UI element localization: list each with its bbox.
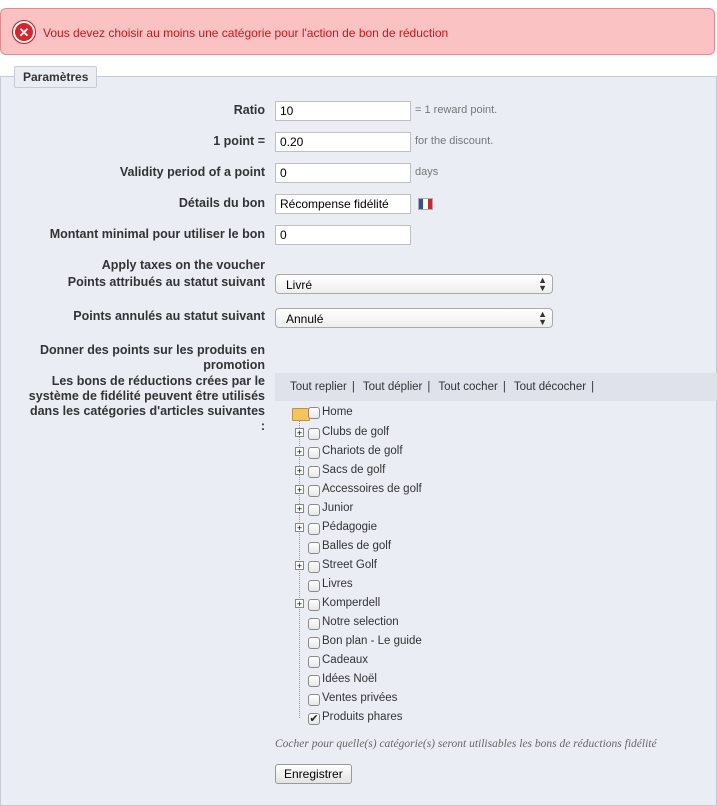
error-x-icon: ✕ — [13, 21, 35, 43]
voucher-details-input[interactable] — [275, 194, 411, 214]
expand-toggle-icon[interactable]: + — [296, 485, 303, 495]
point-value-label: 1 point = — [213, 134, 265, 148]
categories-label-line4: : — [260, 419, 265, 433]
point-value-input[interactable] — [275, 132, 411, 152]
ratio-input[interactable] — [275, 101, 411, 121]
ratio-label: Ratio — [233, 103, 265, 117]
category-label: Livres — [322, 578, 353, 590]
tree-toolbar: Tout replier | Tout déplier | Tout cocher | Tout décocher | — [275, 373, 717, 401]
points-cancelled-label: Points annulés au statut suivant — [73, 309, 265, 323]
expand-toggle-icon[interactable]: + — [296, 599, 303, 609]
save-button[interactable]: Enregistrer — [275, 764, 352, 784]
category-checkbox[interactable]: ✔ — [309, 713, 319, 725]
category-checkbox[interactable] — [308, 485, 320, 497]
category-label: Sacs de golf — [322, 464, 386, 476]
category-label: Junior — [322, 502, 354, 514]
expand-toggle-icon[interactable]: + — [296, 428, 303, 438]
category-label: Komperdell — [322, 597, 381, 609]
category-checkbox[interactable] — [308, 447, 320, 459]
category-checkbox[interactable] — [308, 618, 320, 630]
expand-toggle-icon[interactable]: + — [296, 466, 303, 476]
point-value-hint: for the discount. — [415, 135, 494, 147]
category-checkbox[interactable] — [308, 466, 320, 478]
category-checkbox[interactable] — [308, 599, 320, 611]
expand-toggle-icon[interactable]: + — [296, 504, 303, 514]
category-checkbox[interactable] — [308, 523, 320, 535]
categories-label — [29, 374, 265, 434]
category-checkbox[interactable] — [308, 580, 320, 592]
error-banner — [0, 8, 715, 55]
categories-label-line3: dans les catégories d'articles suivantes — [29, 404, 265, 418]
validity-input[interactable] — [275, 163, 411, 183]
fieldset-legend: Paramètres — [14, 66, 97, 88]
category-label: Chariots de golf — [322, 445, 403, 457]
expand-toggle-icon[interactable]: + — [296, 447, 303, 457]
select-arrows-icon: ▲ ▼ — [538, 309, 547, 327]
uncheck-all-link[interactable]: Tout décocher — [513, 381, 587, 393]
promo-products-label-line1: Donner des points sur les produits en — [39, 343, 265, 357]
categories-label-line2: système de fidélité peuvent être utilisés — [28, 389, 265, 403]
promo-products-label — [40, 343, 265, 373]
category-checkbox[interactable] — [308, 675, 320, 687]
ratio-hint: = 1 reward point. — [415, 104, 498, 116]
points-cancelled-value: Annulé — [286, 312, 324, 326]
points-awarded-label: Points attribués au statut suivant — [67, 275, 265, 289]
category-label: Balles de golf — [322, 540, 392, 552]
points-awarded-select[interactable] — [275, 274, 553, 294]
validity-label: Validity period of a point — [119, 165, 265, 179]
check-all-link[interactable]: Tout cocher — [438, 381, 498, 393]
category-label: Accessoires de golf — [322, 483, 422, 495]
category-checkbox[interactable] — [308, 428, 320, 440]
voucher-details-label: Détails du bon — [178, 196, 265, 210]
promo-products-label-line2: promotion — [203, 358, 265, 372]
category-checkbox[interactable] — [308, 561, 320, 573]
category-checkbox[interactable] — [308, 542, 320, 554]
select-arrows-icon: ▲ ▼ — [538, 275, 547, 293]
error-message: Vous devez choisir au moins une catégorie pour l'action de bon de réduction — [43, 26, 449, 40]
points-cancelled-select[interactable] — [275, 308, 553, 328]
collapse-all-link[interactable]: Tout replier — [290, 381, 347, 393]
expand-toggle-icon[interactable]: + — [296, 561, 303, 571]
expand-all-link[interactable]: Tout déplier — [362, 381, 423, 393]
category-checkbox[interactable] — [308, 637, 320, 649]
points-awarded-value: Livré — [286, 278, 313, 292]
category-label: Bon plan - Le guide — [322, 635, 422, 647]
expand-toggle-icon[interactable]: + — [296, 523, 303, 533]
french-flag-icon[interactable] — [418, 198, 433, 210]
minimum-amount-label: Montant minimal pour utiliser le bon — [49, 227, 265, 241]
apply-taxes-label: Apply taxes on the voucher — [101, 258, 265, 272]
categories-label-line1: Les bons de réductions crées par le — [51, 374, 265, 388]
category-label: Pédagogie — [322, 521, 377, 533]
category-label: Clubs de golf — [322, 426, 390, 438]
category-checkbox[interactable] — [308, 656, 320, 668]
categories-help-text: Cocher pour quelle(s) catégorie(s) seront utilisables les bons de réductions fidélité — [275, 738, 657, 750]
category-label: Cadeaux — [322, 654, 369, 666]
category-label: Produits phares — [322, 711, 403, 723]
category-label-home: Home — [322, 406, 353, 418]
category-label: Ventes privées — [322, 692, 398, 704]
minimum-amount-input[interactable] — [275, 225, 411, 245]
category-checkbox-home[interactable] — [308, 407, 320, 419]
category-label: Notre selection — [322, 616, 399, 628]
validity-hint: days — [415, 166, 439, 178]
category-checkbox[interactable] — [308, 694, 320, 706]
category-checkbox[interactable] — [308, 504, 320, 516]
category-label: Street Golf — [322, 559, 377, 571]
category-label: Idées Noël — [322, 673, 377, 685]
